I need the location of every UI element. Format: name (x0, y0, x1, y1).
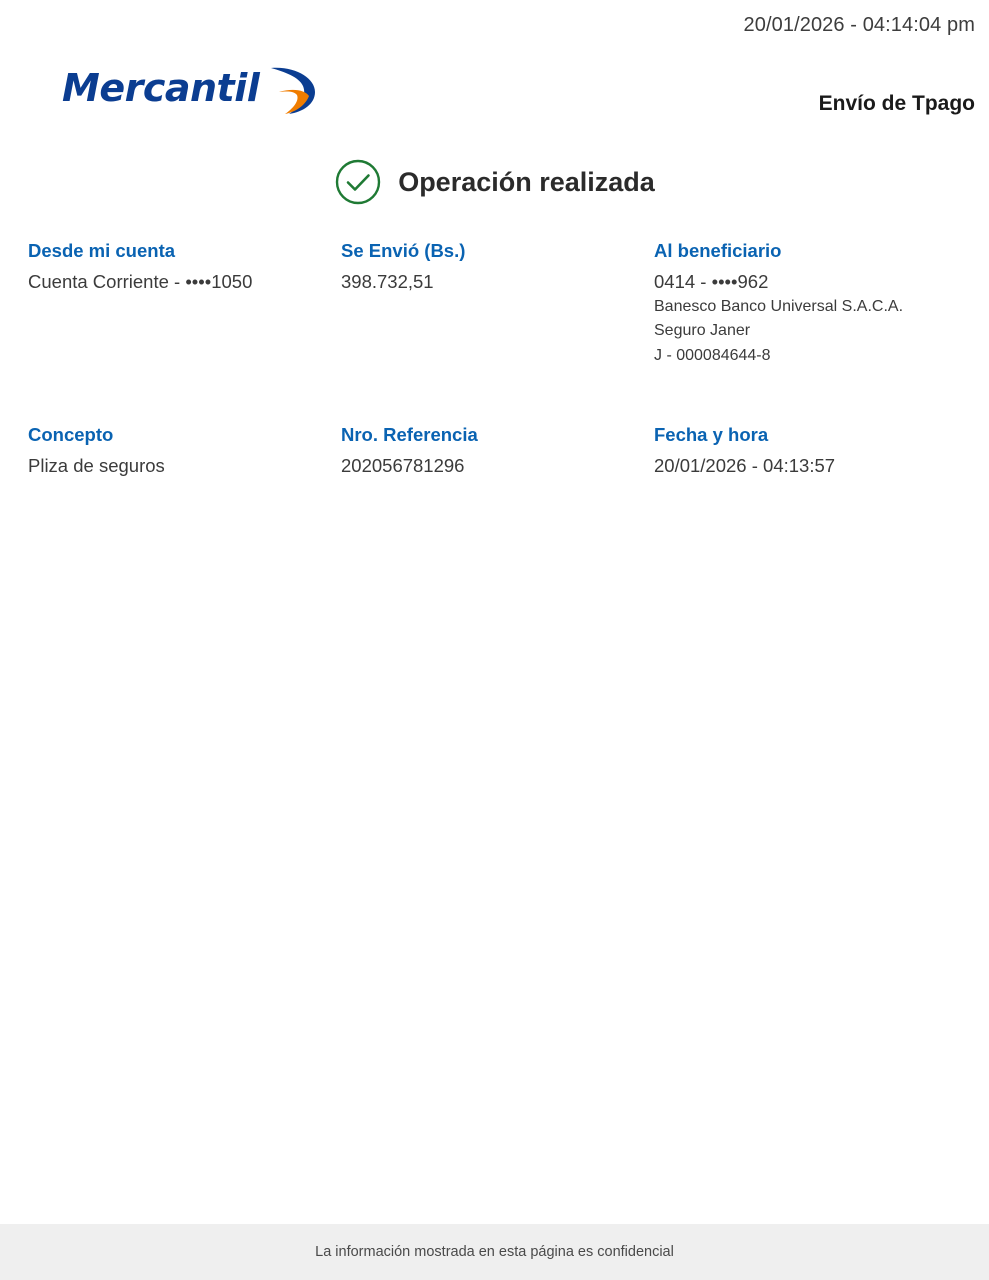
details-row-2 (0, 424, 989, 479)
mercantil-logo (62, 60, 321, 116)
field-value: 202056781296 (341, 454, 465, 476)
field-value: 20/01/2026 - 04:13:57 (654, 454, 836, 476)
field-amount (341, 240, 654, 369)
field-beneficiary (654, 240, 967, 369)
transaction-details (0, 240, 989, 479)
details-row-1 (0, 240, 989, 369)
field-label: Nro. Referencia (341, 423, 478, 445)
beneficiary-phone: 0414 - ••••962 (654, 271, 769, 292)
field-label: Al beneficiario (654, 240, 782, 261)
mercantil-swoosh-icon (265, 62, 321, 118)
document-title: Envío de Tpago (818, 92, 975, 115)
field-from-account (28, 240, 341, 369)
field-label: Desde mi cuenta (28, 240, 176, 261)
field-value: 398.732,51 (341, 271, 434, 292)
status-label: Operación realizada (398, 166, 655, 197)
footer-bar (0, 1224, 989, 1280)
field-label: Fecha y hora (654, 423, 769, 445)
beneficiary-name: Seguro Janer (654, 322, 751, 340)
field-label: Se Envió (Bs.) (341, 240, 466, 261)
check-circle-icon (334, 158, 382, 206)
print-timestamp: 20/01/2026 - 04:14:04 pm (743, 14, 975, 36)
field-concept (28, 424, 341, 479)
beneficiary-id: J - 000084644-8 (654, 347, 771, 365)
field-value: Pliza de seguros (28, 454, 165, 476)
beneficiary-bank: Banesco Banco Universal S.A.C.A. (654, 297, 904, 315)
operation-status (0, 158, 989, 206)
field-label: Concepto (28, 423, 114, 445)
logo-wordmark: Mercantil (62, 66, 260, 110)
field-value: Cuenta Corriente - ••••1050 (28, 271, 253, 292)
field-datetime (654, 424, 967, 479)
confidentiality-notice: La información mostrada en esta página es confidencial (315, 1244, 674, 1260)
field-reference (341, 424, 654, 479)
